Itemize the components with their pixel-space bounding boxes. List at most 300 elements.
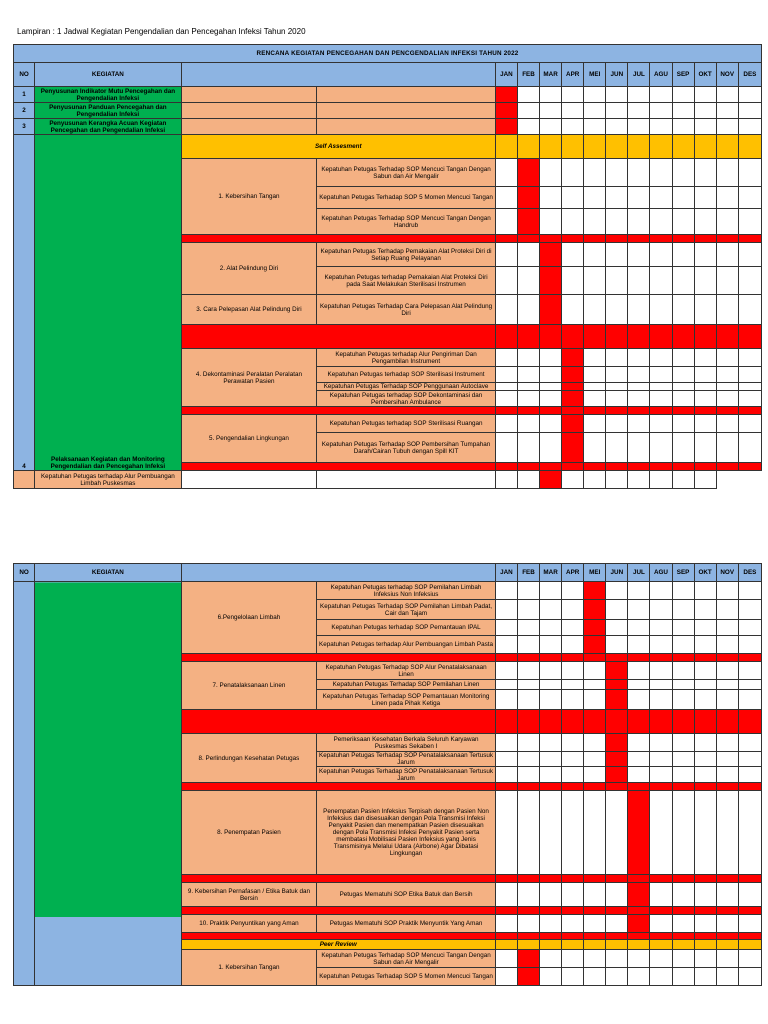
schedule-cell <box>650 325 672 349</box>
schedule-cell <box>738 680 761 690</box>
schedule-cell <box>716 383 738 391</box>
sub-activity: 6.Pengelolaan Limbah <box>181 582 317 654</box>
schedule-cell <box>606 367 628 383</box>
schedule-cell <box>672 690 694 710</box>
schedule-cell <box>584 933 606 940</box>
schedule-mark <box>540 267 562 295</box>
schedule-cell <box>672 187 694 209</box>
schedule-cell <box>540 940 562 950</box>
schedule-cell <box>606 463 628 471</box>
schedule-cell <box>540 209 562 235</box>
schedule-cell <box>606 636 628 654</box>
schedule-cell <box>540 119 562 135</box>
schedule-cell <box>650 187 672 209</box>
schedule-mark <box>517 159 539 187</box>
schedule-cell <box>540 620 562 636</box>
schedule-cell <box>716 875 738 883</box>
schedule-cell <box>694 103 716 119</box>
schedule-cell <box>650 654 672 662</box>
schedule-cell <box>517 940 539 950</box>
schedule-cell <box>517 915 539 933</box>
schedule-cell <box>716 950 738 968</box>
schedule-cell <box>650 662 672 680</box>
indicator: Petugas Mematuhi SOP Etika Batuk dan Bersih <box>317 883 496 907</box>
schedule-cell <box>716 734 738 752</box>
schedule-mark <box>517 209 539 235</box>
schedule-cell <box>716 407 738 415</box>
schedule-cell <box>738 690 761 710</box>
schedule-cell <box>517 325 539 349</box>
month-header: SEP <box>672 564 694 582</box>
schedule-cell <box>606 940 628 950</box>
month-header: JUN <box>606 564 628 582</box>
schedule-cell <box>540 654 562 662</box>
schedule-cell <box>650 933 672 940</box>
indicator: Kepatuhan Petugas terhadap SOP Sterilisasi Ruangan <box>317 415 496 433</box>
col-no-header: NO <box>14 564 35 582</box>
schedule-cell <box>495 940 517 950</box>
schedule-cell <box>628 119 650 135</box>
schedule-cell <box>517 407 539 415</box>
schedule-cell <box>672 349 694 367</box>
schedule-cell <box>628 710 650 734</box>
schedule-cell <box>540 791 562 875</box>
schedule-cell <box>716 159 738 187</box>
schedule-cell <box>562 680 584 690</box>
col-subhead <box>181 564 495 582</box>
schedule-cell <box>540 415 562 433</box>
schedule-mark <box>495 103 517 119</box>
schedule-cell <box>738 349 761 367</box>
month-header: MEI <box>584 63 606 87</box>
page-title: RENCANA KEGIATAN PENCEGAHAN DAN PENCGENDALIAN INFEKSI TAHUN 2022 <box>14 45 762 63</box>
sub-activity: 8. Penempatan Pasien <box>181 791 317 875</box>
indicator: Kepatuhan Petugas terhadap SOP Pemilahan Limbah Infeksius Non Infeksius <box>317 582 496 600</box>
schedule-cell <box>694 600 716 620</box>
schedule-cell <box>628 968 650 986</box>
schedule-cell <box>562 159 584 187</box>
indicator: Kepatuhan Petugas Terhadap SOP Pembersihan Tumpahan Darah/Cairan Tubuh dengan Spill KIT <box>317 433 496 463</box>
schedule-cell <box>495 391 517 407</box>
schedule-cell <box>606 933 628 940</box>
schedule-cell <box>606 103 628 119</box>
schedule-cell <box>738 87 761 103</box>
schedule-mark <box>628 875 650 883</box>
schedule-cell <box>584 654 606 662</box>
schedule-cell <box>716 235 738 243</box>
schedule-cell <box>628 391 650 407</box>
sub-activity: 7. Penatalaksanaan Linen <box>181 662 317 710</box>
schedule-cell <box>606 391 628 407</box>
col-kegiatan-header: KEGIATAN <box>35 63 182 87</box>
schedule-cell <box>738 103 761 119</box>
schedule-cell <box>650 235 672 243</box>
schedule-cell <box>672 767 694 783</box>
indicator: Kepatuhan Petugas terhadap Alur Pembuangan Limbah Puskesmas <box>35 471 182 489</box>
schedule-cell <box>562 662 584 680</box>
month-header: MAR <box>540 564 562 582</box>
schedule-cell <box>650 710 672 734</box>
schedule-cell <box>495 325 517 349</box>
schedule-cell <box>738 940 761 950</box>
month-header: NOV <box>716 63 738 87</box>
schedule-cell <box>738 620 761 636</box>
schedule-cell <box>540 883 562 907</box>
schedule-cell <box>584 752 606 767</box>
schedule-cell <box>584 415 606 433</box>
col-kegiatan-header: KEGIATAN <box>35 564 182 582</box>
schedule-cell <box>584 471 606 489</box>
schedule-cell <box>606 135 628 159</box>
schedule-cell <box>716 135 738 159</box>
kegiatan-spacer <box>35 582 182 986</box>
schedule-cell <box>694 636 716 654</box>
schedule-cell <box>650 940 672 950</box>
schedule-cell <box>584 235 606 243</box>
schedule-cell <box>672 940 694 950</box>
schedule-cell <box>317 471 496 489</box>
schedule-cell <box>716 415 738 433</box>
schedule-cell <box>584 103 606 119</box>
schedule-cell <box>584 87 606 103</box>
schedule-cell <box>716 103 738 119</box>
schedule-cell <box>650 690 672 710</box>
schedule-cell <box>584 662 606 680</box>
schedule-mark <box>606 734 628 752</box>
schedule-cell <box>716 654 738 662</box>
schedule-cell <box>562 883 584 907</box>
schedule-cell <box>540 734 562 752</box>
schedule-cell <box>517 933 539 940</box>
schedule-cell <box>694 367 716 383</box>
schedule-cell <box>517 267 539 295</box>
schedule-cell <box>738 383 761 391</box>
schedule-mark <box>628 907 650 915</box>
schedule-cell <box>716 367 738 383</box>
schedule-cell <box>540 680 562 690</box>
schedule-cell <box>738 367 761 383</box>
sub-activity: 8. Perlindungan Kesehatan Petugas <box>181 734 317 783</box>
schedule-cell <box>650 243 672 267</box>
month-header: SEP <box>672 63 694 87</box>
schedule-cell <box>672 582 694 600</box>
schedule-cell <box>672 243 694 267</box>
schedule-cell <box>517 783 539 791</box>
schedule-cell <box>495 690 517 710</box>
schedule-cell <box>540 383 562 391</box>
schedule-cell <box>672 950 694 968</box>
schedule-cell <box>517 87 539 103</box>
schedule-cell <box>672 783 694 791</box>
indicator: Kepatuhan Petugas Terhadap SOP Penatalaksanaan Tertusuk Jarum <box>317 752 496 767</box>
schedule-cell <box>584 119 606 135</box>
schedule-cell <box>716 636 738 654</box>
schedule-cell <box>672 471 694 489</box>
schedule-cell <box>562 295 584 325</box>
indicator: Penempatan Pasien Infeksius Terpisah dengan Pasien Non Infeksius dan disesuaikan dengan Pola Transmisi Infeksi Penyakit Pasien dan menempatkan Pasien disesuaikan dengan Pola Transmisi Infeksi Penyakit Pasien serta membatasi Mobilisasi Pasien Infeksius yang Jenis Transmisinya Melalui Udara (Airbone) Agar Dibatasi Lingkungan <box>317 791 496 875</box>
schedule-cell <box>738 875 761 883</box>
schedule-cell <box>672 752 694 767</box>
schedule-cell <box>672 159 694 187</box>
schedule-cell <box>716 662 738 680</box>
schedule-cell <box>672 135 694 159</box>
section-label: Self Assesment <box>181 135 495 159</box>
row-number: 1 <box>14 87 35 103</box>
schedule-table-bottom <box>13 563 762 986</box>
schedule-cell <box>716 752 738 767</box>
schedule-cell <box>738 752 761 767</box>
schedule-cell <box>738 325 761 349</box>
schedule-cell <box>606 325 628 349</box>
schedule-cell <box>562 654 584 662</box>
schedule-cell <box>738 950 761 968</box>
schedule-cell <box>495 600 517 620</box>
schedule-cell <box>716 791 738 875</box>
schedule-mark <box>495 87 517 103</box>
schedule-cell <box>584 690 606 710</box>
schedule-cell <box>495 367 517 383</box>
schedule-cell <box>517 636 539 654</box>
schedule-cell <box>738 636 761 654</box>
schedule-cell <box>694 940 716 950</box>
separator <box>181 407 495 415</box>
schedule-cell <box>606 87 628 103</box>
schedule-cell <box>495 680 517 690</box>
schedule-cell <box>540 433 562 463</box>
schedule-cell <box>738 883 761 907</box>
schedule-cell <box>628 367 650 383</box>
schedule-cell <box>562 734 584 752</box>
schedule-cell <box>628 752 650 767</box>
schedule-cell <box>672 636 694 654</box>
schedule-cell <box>716 620 738 636</box>
schedule-cell <box>540 907 562 915</box>
schedule-cell <box>650 471 672 489</box>
kegiatan-item: Penyusunan Kerangka Acuan Kegiatan Pencegahan dan Pengendalian Infeksi <box>35 119 182 135</box>
schedule-cell <box>716 349 738 367</box>
schedule-cell <box>716 915 738 933</box>
schedule-cell <box>562 907 584 915</box>
month-header: FEB <box>517 564 539 582</box>
separator <box>181 933 495 940</box>
indicator: Petugas Mematuhi SOP Praktik Menyuntik Yang Aman <box>317 915 496 933</box>
schedule-cell <box>562 933 584 940</box>
schedule-cell <box>517 119 539 135</box>
month-header: AGU <box>650 564 672 582</box>
schedule-cell <box>495 243 517 267</box>
schedule-cell <box>694 87 716 103</box>
schedule-cell <box>694 415 716 433</box>
schedule-cell <box>562 875 584 883</box>
schedule-cell <box>495 883 517 907</box>
schedule-mark <box>584 463 606 471</box>
schedule-cell <box>738 791 761 875</box>
schedule-cell <box>562 187 584 209</box>
schedule-cell <box>628 383 650 391</box>
schedule-cell <box>650 391 672 407</box>
schedule-cell <box>584 875 606 883</box>
section-label: Peer Review <box>181 940 495 950</box>
schedule-cell <box>716 710 738 734</box>
schedule-cell <box>716 783 738 791</box>
schedule-cell <box>738 915 761 933</box>
schedule-cell <box>495 783 517 791</box>
schedule-mark <box>517 187 539 209</box>
schedule-cell <box>495 383 517 391</box>
schedule-cell <box>694 690 716 710</box>
schedule-cell <box>540 600 562 620</box>
schedule-cell <box>606 235 628 243</box>
schedule-cell <box>584 187 606 209</box>
schedule-cell <box>584 159 606 187</box>
schedule-cell <box>606 209 628 235</box>
schedule-cell <box>495 187 517 209</box>
schedule-cell <box>540 933 562 940</box>
schedule-cell <box>517 907 539 915</box>
schedule-cell <box>694 620 716 636</box>
schedule-cell <box>650 783 672 791</box>
schedule-cell <box>562 209 584 235</box>
schedule-cell <box>738 187 761 209</box>
sub-activity: 10. Praktik Penyuntikan yang Aman <box>181 915 317 933</box>
schedule-cell <box>738 243 761 267</box>
schedule-cell <box>694 968 716 986</box>
indicator: Kepatuhan Petugas Terhadap SOP Alur Penatalaksanaan Linen <box>317 662 496 680</box>
schedule-cell <box>738 119 761 135</box>
schedule-cell <box>628 349 650 367</box>
schedule-cell <box>517 662 539 680</box>
schedule-cell <box>584 267 606 295</box>
schedule-cell <box>584 734 606 752</box>
separator <box>181 907 495 915</box>
schedule-cell <box>694 433 716 463</box>
month-header: AGU <box>650 63 672 87</box>
schedule-cell <box>650 767 672 783</box>
schedule-cell <box>606 159 628 187</box>
schedule-cell <box>650 87 672 103</box>
month-header: JAN <box>495 63 517 87</box>
schedule-mark <box>517 235 539 243</box>
schedule-cell <box>716 433 738 463</box>
schedule-mark <box>628 791 650 875</box>
schedule-cell <box>517 654 539 662</box>
schedule-mark <box>517 968 539 986</box>
schedule-cell <box>716 391 738 407</box>
schedule-cell <box>495 968 517 986</box>
schedule-cell <box>540 662 562 680</box>
schedule-cell <box>738 433 761 463</box>
schedule-cell <box>694 209 716 235</box>
schedule-cell <box>650 582 672 600</box>
schedule-cell <box>650 463 672 471</box>
separator <box>181 710 495 734</box>
schedule-mark <box>628 883 650 907</box>
schedule-cell <box>628 734 650 752</box>
schedule-cell <box>181 471 317 489</box>
schedule-cell <box>584 783 606 791</box>
schedule-cell <box>584 407 606 415</box>
schedule-cell <box>672 791 694 875</box>
schedule-cell <box>694 349 716 367</box>
schedule-cell <box>738 734 761 752</box>
schedule-cell <box>672 235 694 243</box>
schedule-cell <box>584 243 606 267</box>
schedule-cell <box>562 119 584 135</box>
schedule-cell <box>584 349 606 367</box>
separator <box>181 235 495 243</box>
schedule-cell <box>738 267 761 295</box>
sub-cell <box>181 119 317 135</box>
schedule-cell <box>495 582 517 600</box>
schedule-cell <box>606 582 628 600</box>
schedule-cell <box>628 767 650 783</box>
schedule-cell <box>628 471 650 489</box>
col-no-header: NO <box>14 63 35 87</box>
schedule-cell <box>562 135 584 159</box>
indicator: Kepatuhan Petugas Terhadap SOP Pemilahan Limbah Padat, Cair dan Tajam <box>317 600 496 620</box>
schedule-cell <box>584 295 606 325</box>
month-header: JAN <box>495 564 517 582</box>
schedule-cell <box>672 119 694 135</box>
schedule-cell <box>540 875 562 883</box>
schedule-cell <box>517 600 539 620</box>
schedule-cell <box>584 325 606 349</box>
schedule-cell <box>738 654 761 662</box>
indicator-cell <box>317 103 496 119</box>
schedule-cell <box>716 119 738 135</box>
schedule-mark <box>562 349 584 367</box>
schedule-cell <box>495 791 517 875</box>
schedule-cell <box>495 620 517 636</box>
schedule-cell <box>650 295 672 325</box>
schedule-cell <box>716 933 738 940</box>
schedule-cell <box>584 383 606 391</box>
schedule-cell <box>517 883 539 907</box>
schedule-cell <box>562 783 584 791</box>
schedule-cell <box>672 933 694 940</box>
schedule-cell <box>495 433 517 463</box>
schedule-cell <box>540 367 562 383</box>
schedule-cell <box>628 654 650 662</box>
schedule-cell <box>694 383 716 391</box>
schedule-cell <box>517 734 539 752</box>
schedule-cell <box>672 883 694 907</box>
schedule-cell <box>650 367 672 383</box>
schedule-cell <box>495 295 517 325</box>
schedule-mark <box>562 383 584 391</box>
schedule-cell <box>672 875 694 883</box>
schedule-cell <box>672 968 694 986</box>
schedule-cell <box>694 933 716 940</box>
schedule-cell <box>517 433 539 463</box>
indicator: Kepatuhan Petugas terhadap Alur Pengiriman Dan Pengambilan Instrument <box>317 349 496 367</box>
schedule-cell <box>694 119 716 135</box>
schedule-cell <box>694 463 716 471</box>
schedule-cell <box>628 950 650 968</box>
sub-activity: 1. Kebersihan Tangan <box>181 950 317 986</box>
schedule-cell <box>672 680 694 690</box>
schedule-mark <box>562 415 584 433</box>
schedule-cell <box>584 950 606 968</box>
schedule-cell <box>672 600 694 620</box>
schedule-cell <box>495 235 517 243</box>
schedule-mark <box>562 391 584 407</box>
schedule-cell <box>672 433 694 463</box>
schedule-cell <box>672 267 694 295</box>
schedule-cell <box>628 407 650 415</box>
schedule-cell <box>495 267 517 295</box>
schedule-cell <box>628 415 650 433</box>
